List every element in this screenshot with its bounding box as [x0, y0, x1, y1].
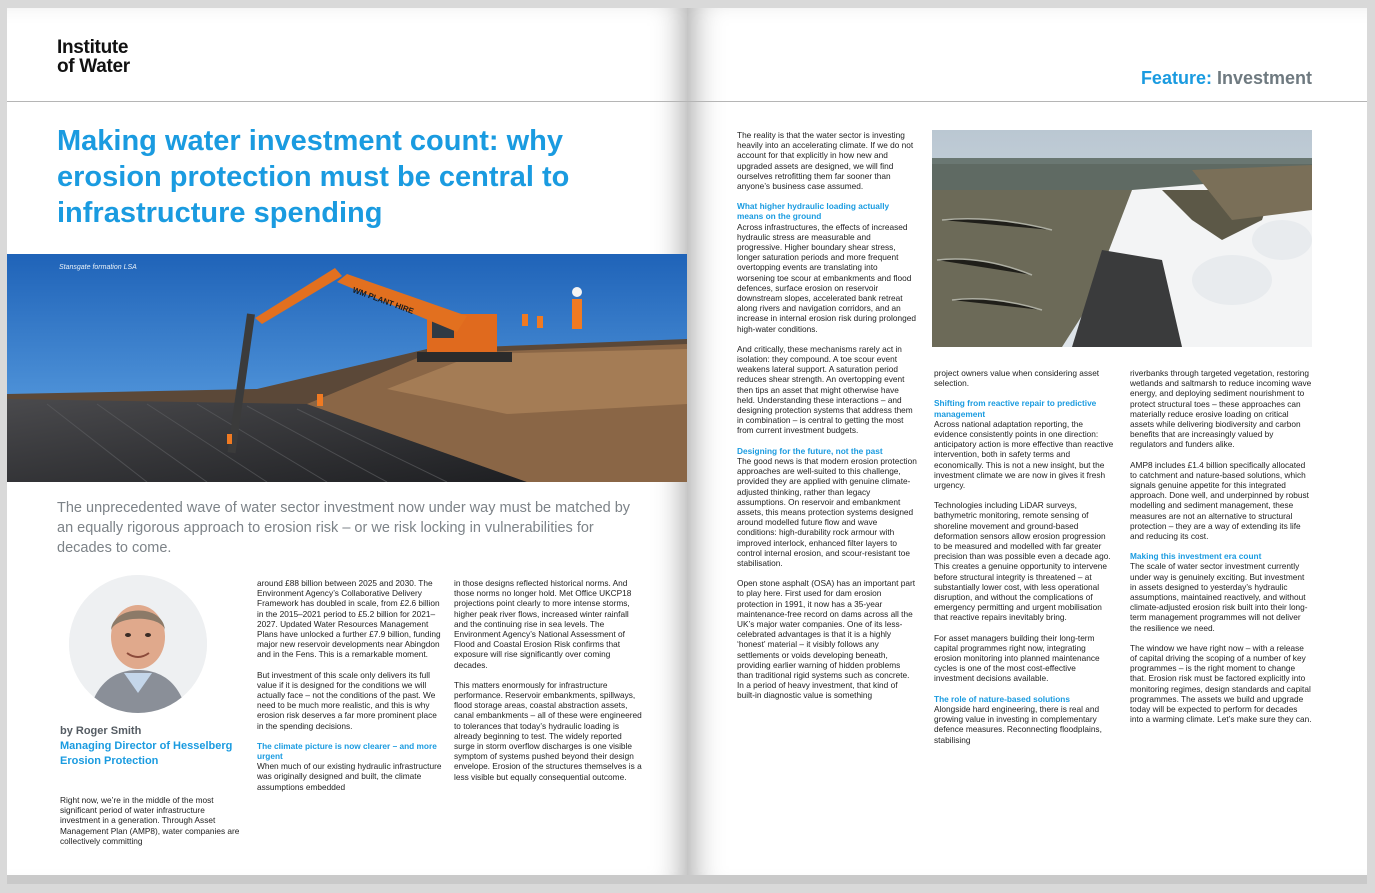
subheading: Making this investment era count [1130, 551, 1262, 562]
right-column-1 [737, 130, 917, 711]
logo-line-2: of Water [57, 56, 130, 77]
paragraph: Across national adaptation reporting, the evidence consistently points in one direction: anticipatory action is more effective than reactive intervention, both in safety terms and economically. This is not a new insight, but the investment climate we are now in gives it fresh urgency. [934, 418, 1114, 491]
section-label [1141, 68, 1312, 89]
left-column-3 [454, 578, 642, 792]
subheading: The climate picture is now clearer – and more urgent [257, 740, 437, 762]
excavator-arm-text: WM PLANT HIRE [351, 285, 415, 316]
left-page [7, 8, 687, 884]
bottom-edge [7, 875, 687, 884]
author-role: Managing Director of Hesselberg Erosion Protection [60, 740, 233, 767]
left-column-2 [257, 578, 445, 802]
paragraph: The reality is that the water sector is investing heavily into an accelerating climate. If we do not account for that explicitly in how new and upgraded assets are designed, we will find ourselves retrofitting them far sooner than anyone’s business case assumed. [737, 130, 914, 192]
paragraph: The good news is that modern erosion protection approaches are well-suited to this challenge, provided they are applied with genuine climate-adjusted thinking, rather than legacy assumptions. On reservoir and embankment assets, this means protection systems designed around modelled future flow and wave conditions: high-durability rock armour with improved interlock, enhanced filter layers to control internal erosion, and scour-resistant toe stabilisation. [737, 455, 917, 568]
subheading: The role of nature-based solutions [934, 693, 1070, 704]
paragraph: around £88 billion between 2025 and 2030. The Environment Agency’s Collaborative Delivery Framework has doubled in scale, from £2.6 billion in the 2015–2021 period to £5.2 billion for 2021–2027. Updated Water Resources Management Plans have unlocked a further £7.9 billion, funding major new reservoir developments near Abingdon and in the Fens. This is a remarkable moment. [257, 578, 441, 660]
section-label-sub: Investment [1216, 68, 1312, 88]
right-column-3 [1130, 368, 1312, 735]
paragraph: When much of our existing hydraulic infrastructure was originally designed and built, the climate assumptions embedded [257, 761, 442, 792]
paragraph: project owners value when considering asset selection. [934, 368, 1100, 389]
paragraph: Alongside hard engineering, there is real and growing value in investing in complementary defence measures. Reconnecting floodplains, stabilising [934, 703, 1102, 745]
right-column-2 [934, 368, 1114, 755]
paragraph: Right now, we’re in the middle of the most significant period of water infrastructure investment in a generation. Through Asset Management Plan (AMP8), water companies are collectively committing [60, 795, 240, 846]
standfirst: The unprecedented wave of water sector investment now under way must be matched by an equally rigorous approach to erosion risk – or we risk locking in vulnerabilities for decades to come. [57, 500, 631, 556]
logo-line-1: Institute [57, 37, 129, 58]
paragraph: Open stone asphalt (OSA) has an important part to play here. First used for dam erosion protection in 1991, it now has a 35-year maintenance-free record on dams across all the UK’s major water companies. One of its less-celebrated advantages is that it is a highly ‘honest’ material – it visibly follows any settlements or voids developing beneath, providing earlier warning of hidden problems than traditional rigid systems such as concrete. In a period of heavy investment, that kind of built-in diagnostic value is something [737, 578, 916, 701]
header-divider [7, 101, 687, 102]
author-byline [60, 724, 250, 769]
paragraph: in those designs reflected historical norms. And those norms no longer hold. Met Office UKCP18 projections point clearly to more intense storms, higher peak river flows, increased winter rainfall and the continuing rise in sea levels. The Environment Agency’s National Assessment of Flood and Coastal Erosion Risk confirms that exposure will rise significantly over coming decades. [454, 578, 632, 670]
author-name: by Roger Smith [60, 725, 142, 737]
paragraph: This matters enormously for infrastructure performance. Reservoir embankments, spillways, flood storage areas, coastal abstraction assets, canal embankments – all of these were engineered to tolerances that today’s hydraulic loading is already beginning to test. The widely reported surge in storm overflow discharges is one visible symptom of systems pushed beyond their design envelope. Erosion of the structures themselves is a less visible but equally consequential outcome. [454, 679, 642, 782]
hero-caption: Stansgate formation LSA [59, 264, 137, 271]
header-divider [687, 101, 1367, 102]
subheading: Designing for the future, not the past [737, 445, 883, 456]
hero-photo-excavator [7, 254, 687, 482]
institute-of-water-logo [57, 38, 130, 76]
section-label-main: Feature: [1140, 68, 1212, 88]
left-column-1 [60, 795, 245, 856]
paragraph: For asset managers building their long-term capital programmes right now, integrating erosion monitoring into planned maintenance cycles is one of the most cost-effective investment decisions available. [934, 632, 1100, 684]
subheading: What higher hydraulic loading actually means on the ground [737, 201, 890, 222]
author-portrait [69, 575, 207, 713]
paragraph: The window we have right now – with a release of capital driving the scoping of a number of key programmes – is the right moment to change that. Erosion risk must be factored explicitly into monitoring regimes, design standards and capital programmes. The assets we build and upgrade today will be expected to perform for decades into a warming climate. Let’s make sure they can. [1130, 642, 1312, 725]
paragraph: Technologies including LiDAR surveys, bathymetric monitoring, remote sensing of shoreline movement and ground-based deformation sensors allow erosion progression to be measured and modelled with far greater precision than was possible even a decade ago. This creates a genuine opportunity to intervene before structural integrity is threatened – at substantially lower cost, with less operational disruption, and without the complications of emergency permitting and urgent mobilisation that reactive repairs inevitably bring. [934, 500, 1111, 623]
paragraph: riverbanks through targeted vegetation, restoring wetlands and saltmarsh to reduce incoming wave energy, and deploying sediment nourishment to protect structural toes – these approaches can materially reduce erosive loading on critical assets while delivering biodiversity and carbon benefits that are increasingly valued by regulators and funders alike. [1130, 368, 1312, 450]
paragraph: Across infrastructures, the effects of increased hydraulic stress are measurable and progressive. Higher boundary shear stress, longer saturation periods and more frequent overtopping events are translating into worsening toe scour at embankments and flood defences, surface erosion on reservoir downstream slopes, accelerated bank retreat along rivers and navigation corridors, and an increase in internal erosion risk during prolonged high-water conditions. [737, 221, 916, 334]
article-headline: Making water investment count: why erosion protection must be central to infrastructure spending [57, 125, 570, 229]
paragraph: AMP8 includes £1.4 billion specifically allocated to catchment and nature-based solutions, which signals genuine appetite for this integrated approach. Done well, and underpinned by robust modelling and sediment management, these measures are not an alternative to structural protection – they are a way of extending its life and reducing its cost. [1130, 459, 1309, 542]
subheading: Shifting from reactive repair to predictive management [934, 398, 1097, 419]
right-page [687, 8, 1367, 884]
paragraph: And critically, these mechanisms rarely act in isolation: they compound. A toe scour event weakens lateral support. A saturation period reduces shear strength. An overtopping event then tips an asset that might otherwise have held. Understanding these interactions – and designing protection systems that address them in combination – is central to getting the most from current investment budgets. [737, 343, 913, 436]
paragraph: But investment of this scale only delivers its full value if it is designed for the conditions we will actually face – not the conditions of the past. We need to be much more realistic, and this is why erosion risk deserves a far more prominent place in the spending decisions. [257, 669, 437, 731]
bottom-edge [687, 875, 1367, 884]
coastal-erosion-photo [932, 130, 1312, 347]
paragraph: The scale of water sector investment currently under way is genuinely exciting. But investment in assets designed to yesterday’s hydraulic assumptions, maintained reactively, and without climate-adjusted erosion risk built into their long-term management programmes will not deliver the resilience we need. [1130, 561, 1308, 633]
